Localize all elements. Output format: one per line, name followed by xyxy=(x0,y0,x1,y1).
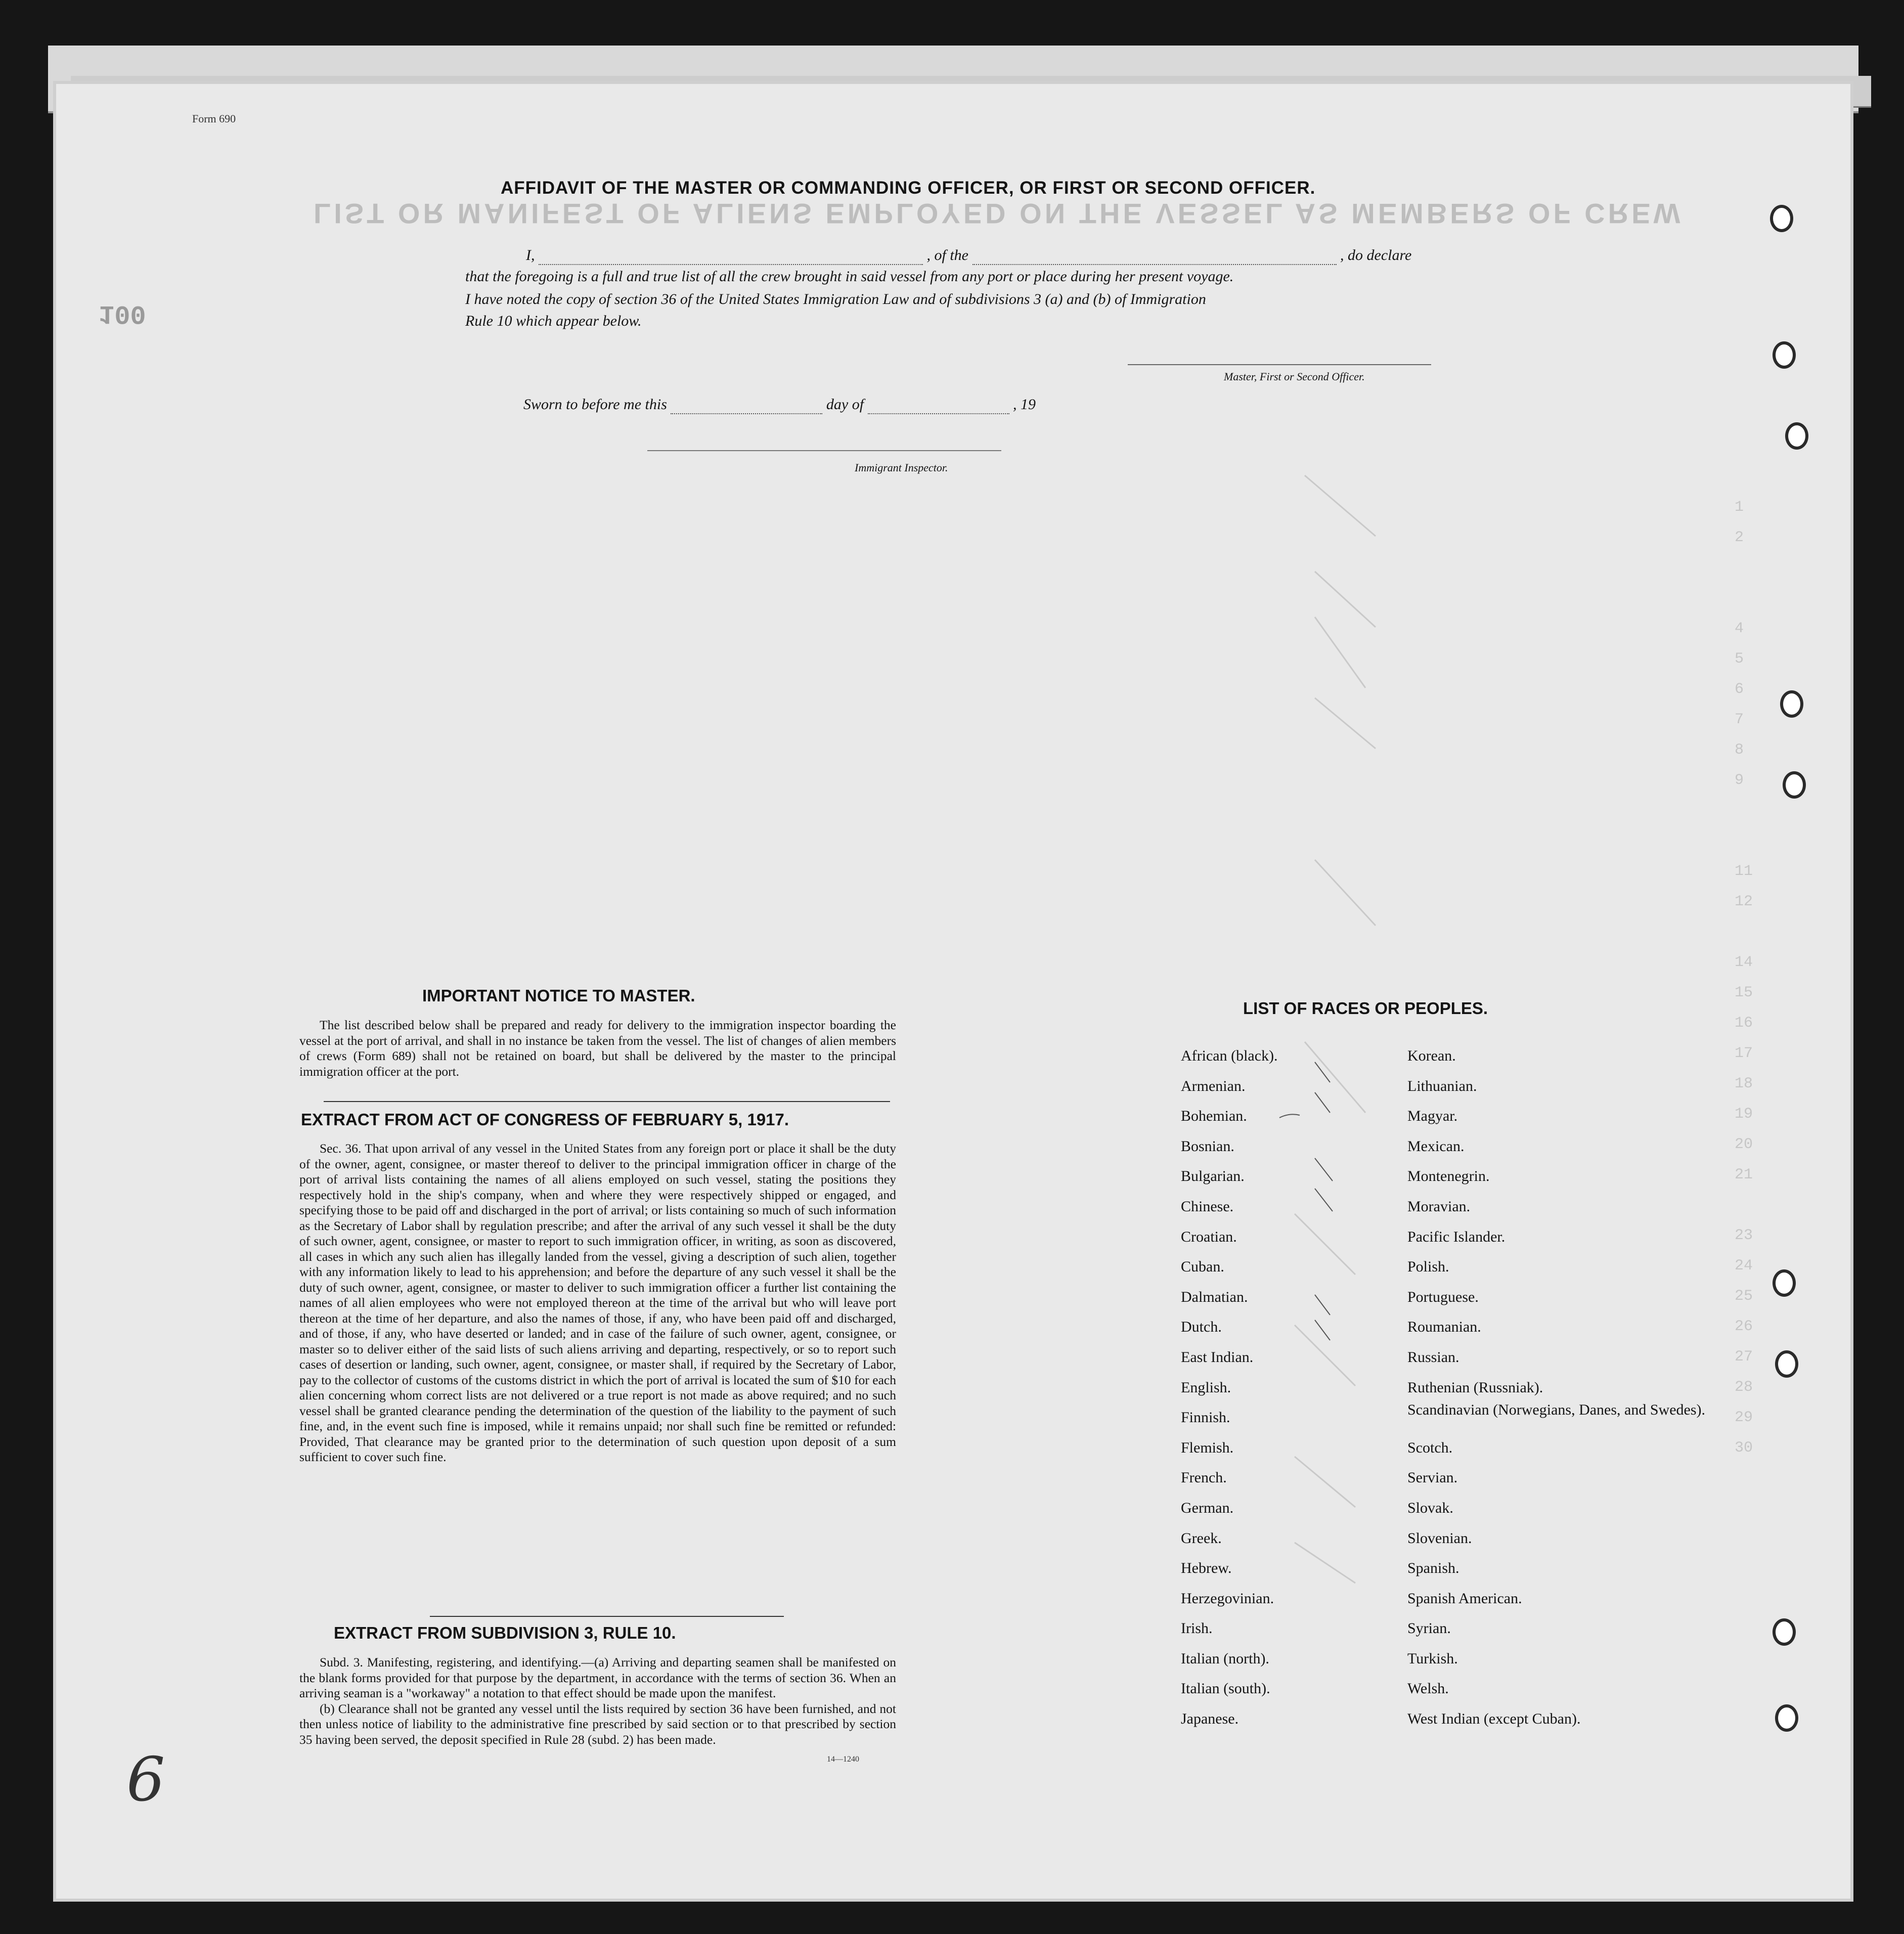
divider-1 xyxy=(324,1101,890,1102)
affidavit-line-1-b: , of the xyxy=(926,247,968,263)
race-item: Bohemian. xyxy=(1181,1108,1247,1125)
svg-text:24: 24 xyxy=(1735,1257,1753,1274)
race-item: Polish. xyxy=(1407,1258,1449,1276)
sworn-month-field xyxy=(868,396,1009,414)
svg-text:11: 11 xyxy=(1735,863,1753,880)
race-item: West Indian (except Cuban). xyxy=(1407,1710,1581,1728)
notice-title: IMPORTANT NOTICE TO MASTER. xyxy=(422,986,695,1005)
svg-text:9: 9 xyxy=(1735,772,1744,789)
race-item: Magyar. xyxy=(1407,1108,1458,1125)
inspector-signature-line xyxy=(647,450,1001,451)
svg-text:4: 4 xyxy=(1735,620,1744,637)
races-left-column xyxy=(1181,1041,1278,1734)
race-item: Greek. xyxy=(1181,1529,1222,1547)
svg-text:25: 25 xyxy=(1735,1288,1753,1305)
svg-text:6: 6 xyxy=(1735,681,1744,698)
rule-extract-title: EXTRACT FROM SUBDIVISION 3, RULE 10. xyxy=(334,1623,676,1642)
race-item: Cuban. xyxy=(1181,1258,1224,1276)
punch-hole xyxy=(1773,1618,1796,1646)
race-item: Welsh. xyxy=(1407,1680,1449,1697)
svg-text:16: 16 xyxy=(1735,1015,1753,1032)
name-field xyxy=(539,247,923,265)
race-item: Roumanian. xyxy=(1407,1318,1481,1336)
punch-hole xyxy=(1780,690,1803,718)
show-through-title: LIST OR MANIFEST OF ALIENS EMPLOYED ON THE VESSEL AS MEMBERS OF CREW xyxy=(314,198,1684,230)
sworn-line xyxy=(523,396,1036,414)
affidavit-line-1-a: I, xyxy=(526,247,535,263)
race-item: French. xyxy=(1181,1469,1227,1486)
svg-text:26: 26 xyxy=(1735,1318,1753,1335)
svg-text:7: 7 xyxy=(1735,711,1744,728)
race-item: Servian. xyxy=(1407,1469,1458,1486)
affidavit-line-1 xyxy=(526,247,1411,265)
race-item: East Indian. xyxy=(1181,1348,1254,1366)
race-item: Ruthenian (Russniak). xyxy=(1407,1379,1543,1396)
race-item: Italian (north). xyxy=(1181,1650,1269,1667)
affidavit-line-4: Rule 10 which appear below. xyxy=(465,313,642,329)
races-title: LIST OF RACES OR PEOPLES. xyxy=(1243,999,1488,1018)
race-item: Slovak. xyxy=(1407,1499,1453,1516)
inspector-signature-label: Immigrant Inspector. xyxy=(855,461,948,474)
svg-text:30: 30 xyxy=(1735,1439,1753,1457)
svg-text:14: 14 xyxy=(1735,954,1753,971)
race-item: Lithuanian. xyxy=(1407,1077,1477,1094)
svg-text:27: 27 xyxy=(1735,1348,1753,1366)
race-item: Bosnian. xyxy=(1181,1137,1234,1155)
race-item: Portuguese. xyxy=(1407,1288,1479,1305)
race-item: Syrian. xyxy=(1407,1620,1451,1637)
affidavit-line-3: I have noted the copy of section 36 of the United States Immigration Law and of subdivisions 3 (a) and (b) of Immigration xyxy=(465,291,1206,307)
act-section-36: Sec. 36. That upon arrival of any vessel in the United States from any foreign port or place it shall be the duty of the owner, agent, consignee, or master thereof to deliver to the principal immigration officer in charge of the port of arrival lists containing the names of all aliens employed on such vessel, stating the positions they respectively hold in the ship's company, when and where they were respectively shipped or engaged, and specifying those to be paid off and discharged in the port of arrival; or lists containing so much of such information as the Secretary of Labor shall by regulation prescribe; and after the arrival of any such vessel it shall be the duty of such owner, agent, consignee, or master to report to such immigration officer, in writing, as soon as discovered, all cases in which any such alien has illegally landed from the vessel, giving a description of such alien, together with any information likely to lead to his apprehension; and before the departure of any such vessel it shall be the duty of such owner, agent, consignee, or master to deliver to such immigration officer a further list containing the names of all alien employees who were not employed thereon at the time of the arrival but who will leave port thereon at the time of her departure, and also the names of those, if any, who have been paid off and discharged, and of those, if any, who have deserted or landed; and in case of the failure of such owner, agent, consignee, or master so to deliver either of the said lists of such aliens arriving and departing, respectively, or so to report such cases of desertion or landing, such owner, agent, consignee, or master shall, if required by the Secretary of Labor, pay to the collector of customs of the customs district in which the port of arrival is located the sum of $10 for each alien concerning whom correct lists are not delivered or a true report is not made as above required; and no such vessel shall be granted clearance pending the determination of the question of the liability to the payment of such fine, and, in the event such fine is imposed, while it remains unpaid; nor shall such fine be remitted or refunded: Provided, That clearance may be granted prior to the determination of such question upon deposit of a sum sufficient to cover such fine. xyxy=(299,1141,896,1464)
race-item: German. xyxy=(1181,1499,1234,1516)
svg-text:21: 21 xyxy=(1735,1166,1753,1183)
sworn-label: Sworn to before me this xyxy=(523,396,667,413)
race-item: Dalmatian. xyxy=(1181,1288,1248,1305)
punch-hole xyxy=(1775,1704,1798,1732)
punch-hole xyxy=(1770,205,1793,232)
pen-mark: 6 xyxy=(126,1745,165,1815)
race-item: Spanish American. xyxy=(1407,1590,1522,1607)
svg-text:20: 20 xyxy=(1735,1136,1753,1153)
affidavit-line-1-c: , do declare xyxy=(1340,247,1412,263)
punch-hole xyxy=(1773,341,1796,369)
race-item: Chinese. xyxy=(1181,1198,1234,1215)
sworn-day-field xyxy=(671,396,822,414)
race-item: Finnish. xyxy=(1181,1409,1230,1426)
rule-subd-a: Subd. 3. Manifesting, registering, and identifying.—(a) Arriving and departing seamen shall be manifested on the blank forms provided for that purpose by the department, in accordance with the terms of section 36. When an arriving seaman is a "workaway" a notation to that effect should be made upon the manifest. xyxy=(299,1655,896,1700)
race-item: Japanese. xyxy=(1181,1710,1239,1728)
race-item: Moravian. xyxy=(1407,1198,1471,1215)
svg-text:29: 29 xyxy=(1735,1409,1753,1426)
race-item: Bulgarian. xyxy=(1181,1168,1245,1185)
race-item: African (black). xyxy=(1181,1047,1278,1064)
notice-paragraph: The list described below shall be prepared and ready for delivery to the immigration inspector boarding the vessel at the port of arrival, and shall in no instance be taken from the vessel. The list of changes of alien members of crews (Form 689) shall not be retained on board, but shall be delivered by the master to the principal immigration officer at the port. xyxy=(299,1018,896,1079)
notice-text xyxy=(299,1018,896,1079)
svg-text:23: 23 xyxy=(1735,1227,1753,1244)
vessel-field xyxy=(972,247,1337,265)
act-extract-text xyxy=(299,1141,896,1465)
races-right-column xyxy=(1407,1041,1705,1734)
race-item: Montenegrin. xyxy=(1407,1168,1490,1185)
race-item: Russian. xyxy=(1407,1348,1459,1366)
punch-hole xyxy=(1773,1269,1796,1297)
race-item: Spanish. xyxy=(1407,1560,1459,1577)
svg-text:17: 17 xyxy=(1735,1045,1753,1062)
race-item: Dutch. xyxy=(1181,1318,1222,1336)
sworn-year: , 19 xyxy=(1013,396,1036,413)
rule-extract-text xyxy=(299,1655,896,1747)
master-signature-label: Master, First or Second Officer. xyxy=(1224,370,1365,383)
race-item: Irish. xyxy=(1181,1620,1213,1637)
race-item: Mexican. xyxy=(1407,1137,1465,1155)
race-item: Croatian. xyxy=(1181,1228,1237,1245)
sworn-day-of: day of xyxy=(826,396,864,413)
race-item: Armenian. xyxy=(1181,1077,1246,1094)
race-item: Slovenian. xyxy=(1407,1529,1472,1547)
svg-text:15: 15 xyxy=(1735,984,1753,1001)
svg-text:2: 2 xyxy=(1735,529,1744,546)
race-item: Herzegovinian. xyxy=(1181,1590,1274,1607)
form-number: Form 690 xyxy=(192,112,236,125)
race-item: Pacific Islander. xyxy=(1407,1228,1506,1245)
svg-text:18: 18 xyxy=(1735,1075,1753,1092)
footer-code: 14—1240 xyxy=(827,1755,859,1764)
race-item: Hebrew. xyxy=(1181,1560,1232,1577)
svg-text:1: 1 xyxy=(1735,499,1744,516)
master-signature-line xyxy=(1128,364,1431,365)
affidavit-title: AFFIDAVIT OF THE MASTER OR COMMANDING OFFICER, OR FIRST OR SECOND OFFICER. xyxy=(501,178,1316,198)
svg-text:19: 19 xyxy=(1735,1106,1753,1123)
race-item: Scotch. xyxy=(1407,1439,1453,1456)
svg-text:28: 28 xyxy=(1735,1379,1753,1396)
divider-2 xyxy=(430,1616,784,1617)
act-extract-title: EXTRACT FROM ACT OF CONGRESS OF FEBRUARY 5, 1917. xyxy=(301,1110,789,1129)
race-item: Scandinavian (Norwegians, Danes, and Swedes). xyxy=(1407,1401,1705,1419)
race-item: Flemish. xyxy=(1181,1439,1234,1456)
race-item: Korean. xyxy=(1407,1047,1456,1064)
race-item: English. xyxy=(1181,1379,1231,1396)
race-item: Italian (south). xyxy=(1181,1680,1270,1697)
affidavit-line-2: that the foregoing is a full and true list of all the crew brought in said vessel from any port or place during her present voyage. xyxy=(465,268,1234,285)
svg-text:8: 8 xyxy=(1735,741,1744,759)
punch-hole xyxy=(1785,422,1808,450)
rule-subd-b: (b) Clearance shall not be granted any vessel until the lists required by section 36 have been furnished, and not then unless notice of liability to the administrative fine prescribed by said section or to that prescribed by section 35 having been served, the deposit specified in Rule 28 (subd. 2) has been made. xyxy=(299,1701,896,1747)
punch-hole xyxy=(1783,771,1806,799)
svg-text:12: 12 xyxy=(1735,893,1753,910)
svg-text:5: 5 xyxy=(1735,650,1744,668)
punch-hole xyxy=(1775,1350,1798,1378)
show-through-stamp: 100 xyxy=(99,298,146,328)
race-item: Turkish. xyxy=(1407,1650,1458,1667)
